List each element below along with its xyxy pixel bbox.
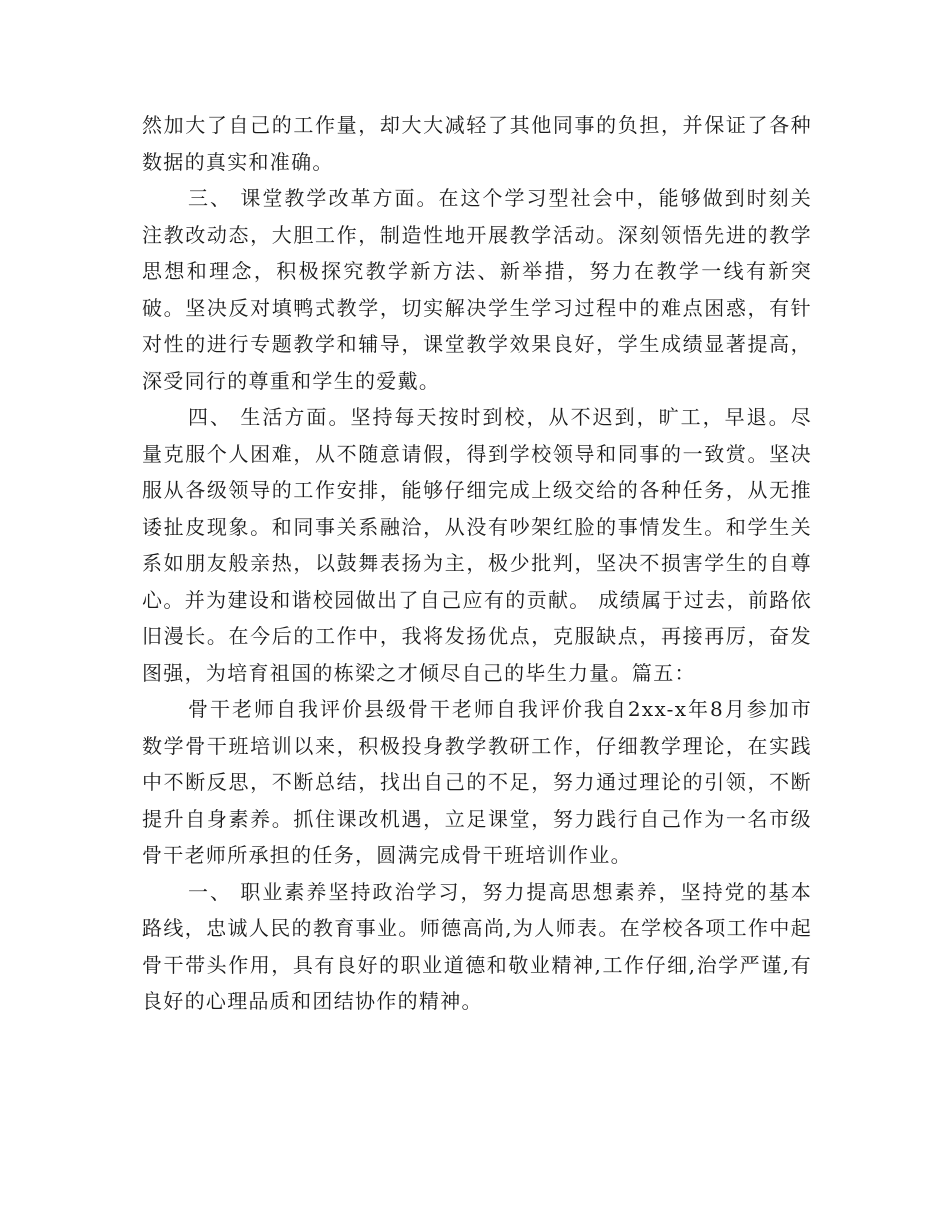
paragraph-classroom-reform: 三、 课堂教学改革方面。在这个学习型社会中，能够做到时刻关注教改动态，大胆工作，制造性地开展教学活动。深刻领悟先进的教学思想和理念，积极探究教学新方法、新举措，努力在教学一线有新突破。坚决反对填鸭式教学，切实解决学生学习过程中的难点困惑，有针对性的进行专题教学和辅导，课堂教学效果良好，学生成绩显著提高，深受同行的尊重和学生的爱戴。	[142, 186, 812, 393]
document-body	[142, 107, 812, 1020]
paragraph-continuation: 然加大了自己的工作量，却大大减轻了其他同事的负担，并保证了各种数据的真实和准确。	[142, 113, 812, 174]
paragraph-life-aspect: 四、 生活方面。坚持每天按时到校，从不迟到，旷工，早退。尽量克服个人困难，从不随意请假，得到学校领导和同事的一致赏。坚决服从各级领导的工作安排，能够仔细完成上级交给的各种任务，从无推诿扯皮现象。和同事关系融洽，从没有吵架红脸的事情发生。和学生关系如朋友般亲热，以鼓舞表扬为主，极少批判，坚决不损害学生的自尊心。并为建设和谐校园做出了自己应有的贡献。 成绩属于过去，前路依旧漫长。在今后的工作中，我将发扬优点，克服缺点，再接再厉，奋发图强，为培育祖国的栋梁之才倾尽自己的毕生力量。篇五：	[142, 405, 812, 685]
paragraph-backbone-teacher-self-evaluation: 骨干老师自我评价县级骨干老师自我评价我自2xx-x年8月参加市数学骨干班培训以来，积极投身教学教研工作，仔细教学理论，在实践中不断反思，不断总结，找出自己的不足，努力通过理论的引领，不断提升自身素养。抓住课改机遇，立足课堂，努力践行自己作为一名市级骨干老师所承担的任务，圆满完成骨干班培训作业。	[142, 697, 812, 867]
paragraph-professional-quality: 一、 职业素养坚持政治学习，努力提高思想素养，坚持党的基本路线，忠诚人民的教育事业。师德高尚,为人师表。在学校各项工作中起骨干带头作用，具有良好的职业道德和敬业精神,工作仔细,治学严谨,有良好的心理品质和团结协作的精神。	[142, 879, 812, 1013]
